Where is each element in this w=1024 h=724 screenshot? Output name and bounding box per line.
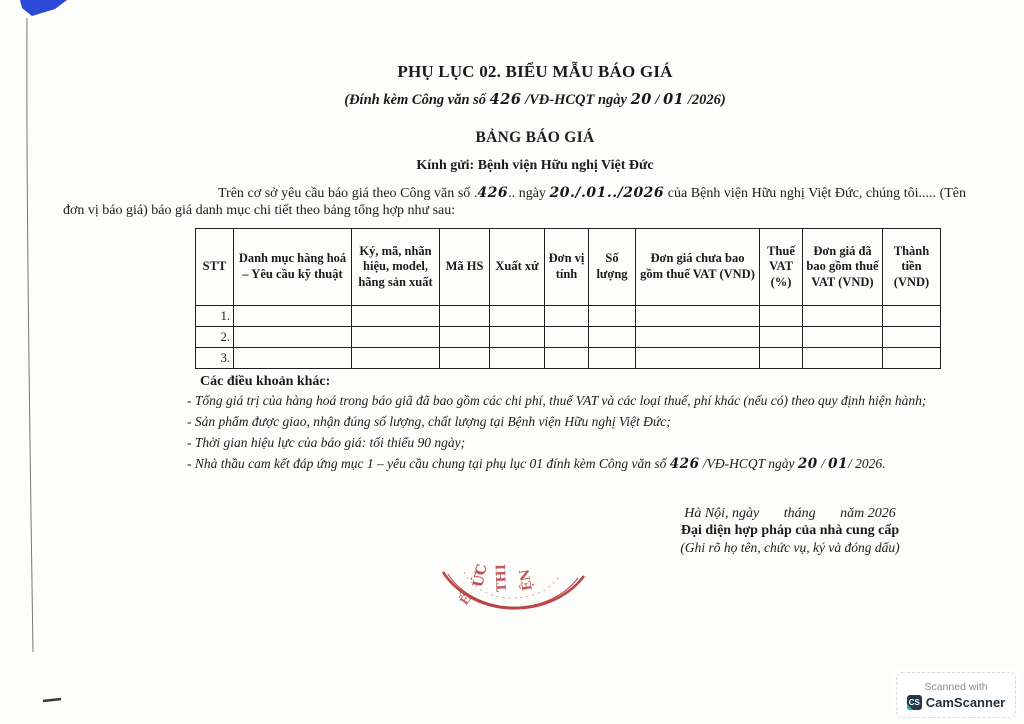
table-cell	[760, 327, 803, 348]
intro-seg1: Trên cơ sở yêu cầu báo giá theo Công văn số .	[218, 186, 478, 201]
table-cell-stt: 1.	[196, 306, 234, 327]
table-cell	[803, 306, 883, 327]
table-cell	[589, 348, 636, 369]
table-cell-stt: 3.	[196, 348, 234, 369]
signature-block	[600, 506, 980, 556]
table-cell	[803, 348, 883, 369]
handwritten-month: 01	[663, 91, 685, 108]
table-header-row	[196, 229, 941, 306]
recipient-line: Kính gửi: Bệnh viện Hữu nghị Việt Đức	[416, 158, 654, 173]
term4-seg2: /VĐ-HCQT ngày	[699, 456, 798, 471]
terms-list	[187, 392, 967, 476]
table-cell	[352, 348, 440, 369]
handwritten-intro-number: 426	[477, 185, 509, 201]
subtitle-text-pre: (Đính kèm Công văn số	[344, 92, 490, 108]
page-title: PHỤ LỤC 02. BIỂU MẪU BÁO GIÁ	[397, 62, 673, 81]
handwritten-document-number: 426	[489, 91, 522, 108]
red-stamp	[438, 558, 588, 650]
table-cell	[490, 348, 545, 369]
term4-seg3: /	[817, 456, 829, 471]
table-cell	[234, 327, 352, 348]
camscanner-icon: CS	[907, 695, 922, 710]
camscanner-label: Scanned with	[924, 680, 988, 693]
table-cell	[440, 348, 490, 369]
table-cell	[883, 306, 941, 327]
table-cell	[545, 348, 589, 369]
corner-fold-mark	[20, 0, 67, 16]
table-cell	[636, 348, 760, 369]
table-cell	[234, 348, 352, 369]
table-cell	[352, 327, 440, 348]
handwritten-day: 20	[630, 91, 652, 108]
table-cell	[803, 327, 883, 348]
table-cell	[589, 306, 636, 327]
table-cell	[589, 327, 636, 348]
term-item	[187, 455, 967, 473]
camscanner-appname: CamScanner	[925, 694, 1006, 710]
table-cell	[760, 306, 803, 327]
signature-place-date: Hà Nội, ngày tháng năm 2026	[684, 506, 896, 521]
table-header-cell: Đơn vị tính	[545, 229, 589, 306]
table-header-cell: Số lượng	[589, 229, 636, 306]
table-header-cell: Đơn giá đã bao gồm thuế VAT (VND)	[803, 229, 883, 306]
stamp-text-fragment: Ế	[456, 592, 474, 608]
table-header-cell: Thành tiền (VND)	[883, 229, 941, 306]
table-cell	[545, 327, 589, 348]
table-header-cell: Danh mục hàng hoá – Yêu cầu kỹ thuật	[234, 229, 352, 306]
handwritten-intro-date: 20./.01../2026	[549, 185, 665, 201]
form-title: BẢNG BÁO GIÁ	[475, 129, 595, 146]
stamp-text-fragment: ỆN	[517, 567, 536, 592]
intro-paragraph	[63, 185, 966, 219]
subtitle-text-mid: /VĐ-HCQT ngày	[521, 92, 631, 108]
table-cell	[440, 306, 490, 327]
table-header-cell: Mã HS	[440, 229, 490, 306]
quotation-table	[195, 228, 941, 369]
handwritten-term-number: 426	[669, 456, 700, 472]
table-cell	[234, 306, 352, 327]
signature-role: Đại diện hợp pháp của nhà cung cấp	[680, 523, 900, 538]
terms-heading: Các điều khoản khác:	[200, 374, 331, 389]
table-cell	[440, 327, 490, 348]
table-header-cell: Ký, mã, nhãn hiệu, model, hãng sản xuất	[352, 229, 440, 306]
page-edge-dash	[43, 699, 61, 701]
table-header-cell: Thuế VAT (%)	[760, 229, 803, 306]
stamp-text-fragment: THI	[494, 563, 510, 593]
page-edge-line	[27, 18, 33, 652]
signature-note: (Ghi rõ họ tên, chức vụ, ký và đóng dấu)	[680, 540, 900, 555]
term-item: - Thời gian hiệu lực của báo giá: tối thiểu 90 ngày;	[187, 435, 466, 450]
intro-seg2: .. ngày	[508, 186, 550, 201]
table-header-cell: STT	[196, 229, 234, 306]
camscanner-logo	[907, 695, 1005, 710]
table-cell	[490, 306, 545, 327]
table-cell	[883, 327, 941, 348]
table-header-cell: Đơn giá chưa bao gồm thuế VAT (VND)	[636, 229, 760, 306]
handwritten-term-month: 01	[828, 456, 848, 472]
table-cell	[760, 348, 803, 369]
term4-seg4: / 2026.	[847, 456, 886, 471]
term4-seg1: - Nhà thầu cam kết đáp ứng mục 1 – yêu cầu chung tại phụ lục 01 đính kèm Công văn số	[187, 456, 670, 471]
table-body	[196, 306, 941, 369]
subtitle-text-sep: /	[651, 92, 664, 108]
table-cell	[636, 327, 760, 348]
table-row	[196, 306, 941, 327]
intro-seg3: của Bệnh viện Hữu nghị Việt Đức, chúng tôi..... (Tên đơn vị báo giá) báo giá danh mục chi tiết theo bảng tổng hợp như sau:	[63, 186, 967, 218]
table-cell	[883, 348, 941, 369]
table-cell-stt: 2.	[196, 327, 234, 348]
term-item: - Sản phẩm được giao, nhận đúng số lượng, chất lượng tại Bệnh viện Hữu nghị Việt Đức;	[187, 414, 671, 429]
handwritten-term-day: 20	[797, 456, 818, 472]
table-row	[196, 327, 941, 348]
table-cell	[352, 306, 440, 327]
term-item: - Tổng giá trị của hàng hoá trong báo giã đã bao gồm các chi phí, thuế VAT và các loại thuế, phí khác (nếu có) theo quy định hiện hành;	[187, 393, 927, 408]
table-cell	[545, 306, 589, 327]
table-cell	[490, 327, 545, 348]
stamp-text-fragment: ỨC	[470, 562, 491, 589]
camscanner-badge	[896, 672, 1016, 718]
subtitle-text-post: /2026)	[684, 92, 726, 108]
table-row	[196, 348, 941, 369]
subtitle-attachment-line	[185, 91, 885, 109]
table-cell	[636, 306, 760, 327]
table-header-cell: Xuất xứ	[490, 229, 545, 306]
